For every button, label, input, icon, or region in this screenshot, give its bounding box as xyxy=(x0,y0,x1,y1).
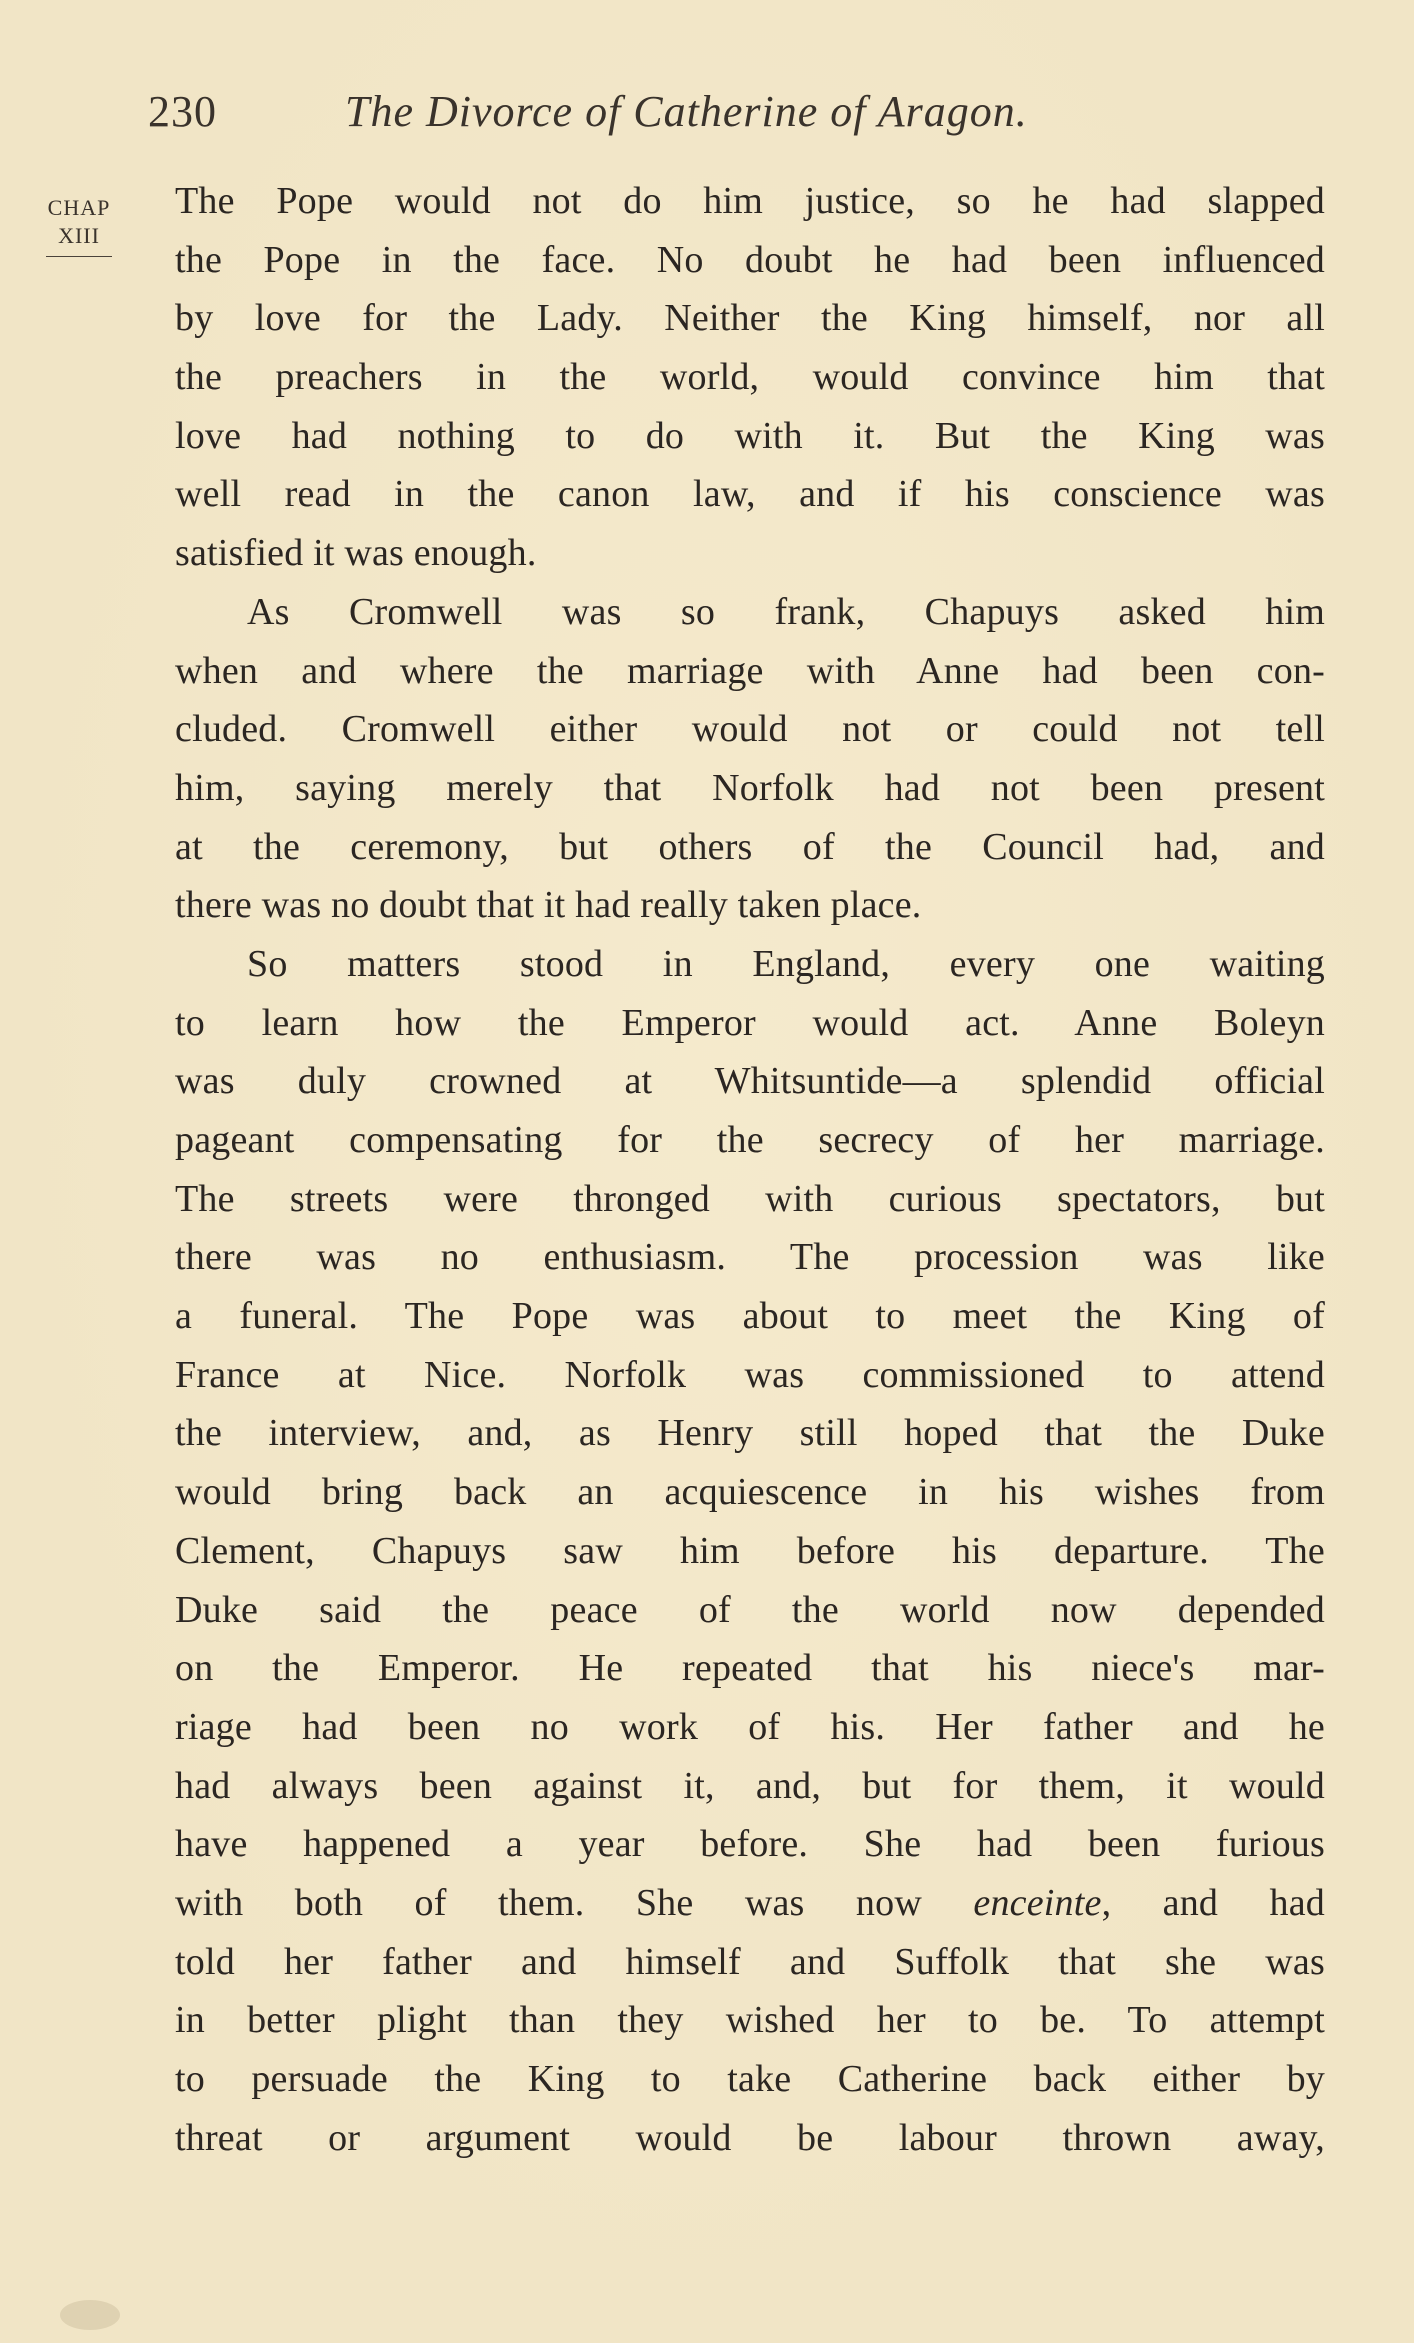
text-line: pageant compensating for the secrecy of her marriage. xyxy=(175,1119,1325,1161)
text-line: to learn how the Emperor would act. Anne Boleyn xyxy=(175,1001,1325,1044)
text-line-part: with both of them. She was now xyxy=(175,1881,974,1924)
text-line: by love for the Lady. Neither the King himself, nor all xyxy=(175,297,1325,340)
text-line: him, saying merely that Norfolk had not been present xyxy=(175,766,1325,809)
text-line: to persuade the King to take Catherine back either by xyxy=(175,2058,1325,2100)
text-line: the preachers in the world, would convince him that xyxy=(175,356,1325,399)
text-line: have happened a year before. She had been furious xyxy=(175,1823,1325,1866)
text-line xyxy=(175,1874,1325,1933)
text-line: The streets were thronged with curious spectators, but xyxy=(175,1177,1325,1220)
text-line: threat or argument would be labour thrown away, xyxy=(175,2116,1325,2159)
text-line: had always been against it, and, but for them, it would xyxy=(175,1764,1325,1807)
text-line: Clement, Chapuys saw him before his departure. The xyxy=(175,1529,1325,1572)
text-line: a funeral. The Pope was about to meet the King of xyxy=(175,1295,1325,1338)
text-line: there was no doubt that it had really taken place. xyxy=(175,884,922,927)
chapter-margin-note xyxy=(24,194,134,257)
text-line: France at Nice. Norfolk was commissioned to attend xyxy=(175,1353,1325,1396)
italic-word: enceinte xyxy=(973,1881,1102,1924)
text-line-part: , and had xyxy=(1101,1881,1325,1924)
text-line: in better plight than they wished her to be. To attempt xyxy=(175,1999,1325,2042)
text-line: riage had been no work of his. Her father and he xyxy=(175,1705,1325,1748)
text-line: As Cromwell was so frank, Chapuys asked him xyxy=(247,590,1325,633)
paper-smudge xyxy=(60,2300,120,2330)
page-header xyxy=(148,82,1328,142)
chapter-number: XIII xyxy=(58,223,100,248)
text-line: The Pope would not do him justice, so he had slapped xyxy=(175,180,1325,222)
text-line: So matters stood in England, every one waiting xyxy=(247,942,1325,985)
chap-label: CHAP xyxy=(47,195,111,220)
text-line: on the Emperor. He repeated that his niece's mar- xyxy=(175,1647,1325,1690)
text-line: well read in the canon law, and if his conscience was xyxy=(175,473,1325,516)
running-title: The Divorce of Catherine of Aragon. xyxy=(345,87,1028,136)
text-line: there was no enthusiasm. The procession was like xyxy=(175,1236,1325,1279)
text-line: love had nothing to do with it. But the King was xyxy=(175,414,1325,457)
text-line: when and where the marriage with Anne had been con- xyxy=(175,649,1325,692)
text-line: was duly crowned at Whitsuntide—a splendid official xyxy=(175,1060,1325,1103)
text-line: at the ceremony, but others of the Council had, and xyxy=(175,825,1325,868)
text-line: the Pope in the face. No doubt he had been influenced xyxy=(175,238,1325,281)
body-text xyxy=(175,172,1325,2167)
margin-rule xyxy=(46,256,112,257)
text-line: the interview, and, as Henry still hoped that the Duke xyxy=(175,1412,1325,1455)
text-line: would bring back an acquiescence in his wishes from xyxy=(175,1471,1325,1514)
page-number: 230 xyxy=(148,87,217,136)
text-line: satisfied it was enough. xyxy=(175,532,537,575)
text-line: Duke said the peace of the world now depended xyxy=(175,1588,1325,1631)
text-line: told her father and himself and Suffolk that she was xyxy=(175,1940,1325,1983)
text-line: cluded. Cromwell either would not or could not tell xyxy=(175,708,1325,751)
